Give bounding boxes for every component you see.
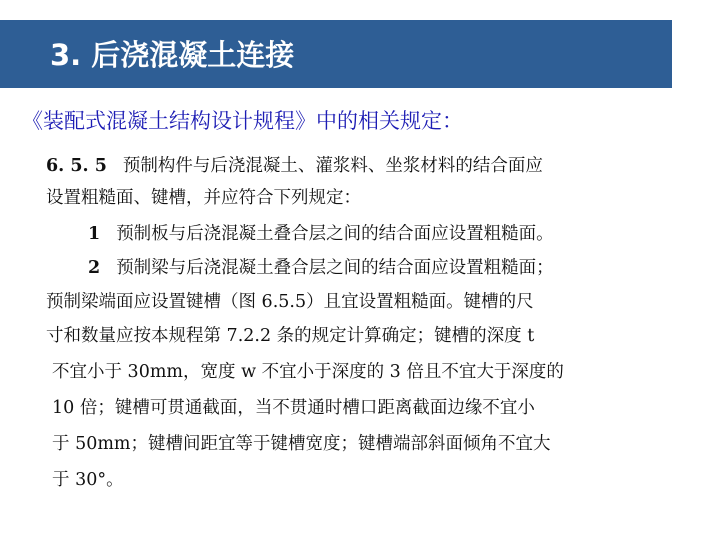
item-1 (88, 222, 554, 246)
clause-line-9: 于 50mm；键槽间距宜等于键槽宽度；键槽端部斜面倾角不宜大 (52, 434, 551, 454)
clause-text-1: 预制构件与后浇混凝土、灌浆料、坐浆材料的结合面应 (122, 156, 543, 176)
clause-line-10: 于 30°。 (52, 470, 124, 490)
item-1-text: 预制板与后浇混凝土叠合层之间的结合面应设置粗糙面。 (116, 224, 554, 244)
item-2-text: 预制梁与后浇混凝土叠合层之间的结合面应设置粗糙面； (116, 258, 554, 278)
clause-line-1 (46, 154, 543, 178)
item-2-number: 2 (88, 258, 101, 278)
item-2 (88, 256, 554, 280)
slide-title: 3. 后浇混凝土连接 (50, 38, 295, 72)
clause-line-8: 10 倍；键槽可贯通截面，当不贯通时槽口距离截面边缘不宜小 (52, 398, 535, 418)
code-clause-excerpt (42, 150, 654, 510)
slide-subtitle: 《装配式混凝土结构设计规程》中的相关规定： (22, 109, 463, 133)
clause-line-6: 寸和数量应按本规程第 7.2.2 条的规定计算确定；键槽的深度 t (46, 326, 535, 346)
clause-line-2: 设置粗糙面、键槽，并应符合下列规定： (46, 188, 361, 208)
clause-line-5: 预制梁端面应设置键槽（图 6.5.5）且宜设置粗糙面。键槽的尺 (46, 292, 534, 312)
clause-line-7: 不宜小于 30mm，宽度 w 不宜小于深度的 3 倍且不宜大于深度的 (52, 362, 564, 382)
item-1-number: 1 (88, 224, 101, 244)
clause-number: 6. 5. 5 (46, 156, 107, 176)
